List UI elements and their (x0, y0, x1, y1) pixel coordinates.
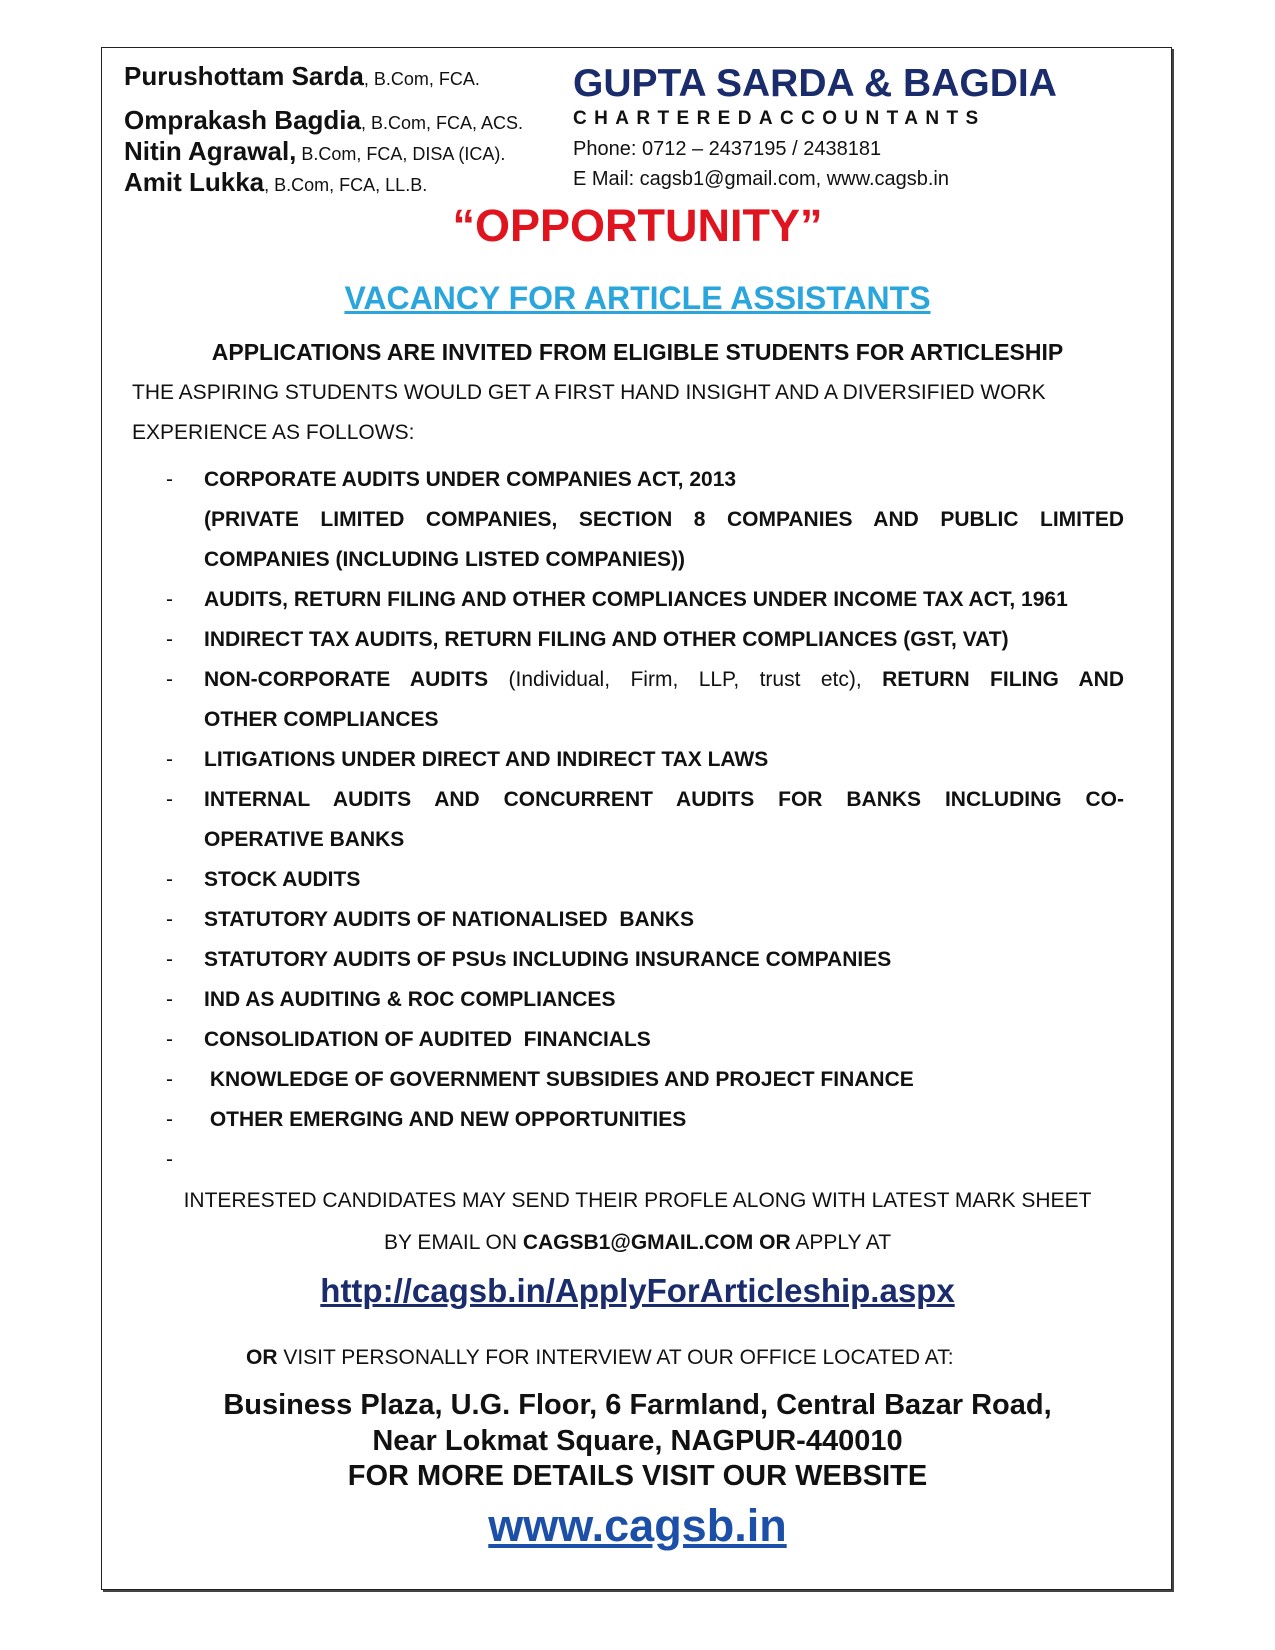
partner-1-name: Purushottam Sarda (124, 61, 364, 91)
bullet-dash: - (166, 628, 173, 651)
firm-subtitle: CHARTEREDACCOUNTANTS (573, 108, 986, 129)
bullet-dash: - (166, 788, 173, 811)
list-item-text: NON-CORPORATE AUDITS (204, 668, 489, 691)
bullet-dash: - (166, 1148, 173, 1171)
list-item-text: LITIGATIONS UNDER DIRECT AND INDIRECT TAX LAWS (204, 748, 769, 771)
apply-or: OR (753, 1231, 791, 1254)
firm-name: GUPTA SARDA & BAGDIA (573, 62, 1057, 105)
visit-text: VISIT PERSONALLY FOR INTERVIEW AT OUR OFFICE LOCATED AT: (277, 1346, 954, 1369)
apply-line-2-pre: BY EMAIL ON (383, 1231, 523, 1254)
visit-line (246, 1346, 954, 1370)
bullet-dash: - (166, 748, 173, 771)
bullet-dash: - (166, 1108, 173, 1131)
list-item (166, 860, 1124, 900)
list-item-text: IND AS AUDITING & ROC COMPLIANCES (204, 988, 616, 1011)
bullet-dash: - (166, 948, 173, 971)
list-item (166, 940, 1124, 980)
list-item (166, 460, 1124, 580)
address-line-1: Business Plaza, U.G. Floor, 6 Farmland, Central Bazar Road, (223, 1389, 1052, 1421)
partner-4-quals: , B.Com, FCA, LL.B. (264, 175, 428, 195)
partner-3 (124, 136, 505, 167)
list-item-text: STATUTORY AUDITS OF NATIONALISED BANKS (204, 908, 695, 931)
headline: “OPPORTUNITY” (452, 200, 823, 251)
list-item (166, 1060, 1124, 1100)
bullet-dash: - (166, 988, 173, 1011)
list-item (166, 980, 1124, 1020)
partner-2-quals: , B.Com, FCA, ACS. (360, 113, 524, 133)
list-item-text: INDIRECT TAX AUDITS, RETURN FILING AND OTHER COMPLIANCES (GST, VAT) (204, 628, 1009, 651)
partner-2 (124, 105, 523, 136)
partner-4-name: Amit Lukka (124, 167, 265, 197)
list-item (166, 740, 1124, 780)
intro-line-1: THE ASPIRING STUDENTS WOULD GET A FIRST HAND INSIGHT AND A DIVERSIFIED WORK (132, 381, 1046, 404)
bullet-dash: - (166, 868, 173, 891)
partner-1-quals: , B.Com, FCA. (363, 69, 480, 89)
list-item (166, 1020, 1124, 1060)
intro-line-2: EXPERIENCE AS FOLLOWS: (132, 421, 415, 444)
companies-note-1: (PRIVATE LIMITED COMPANIES, SECTION 8 COMPANIES AND PUBLIC LIMITED (204, 508, 1124, 531)
partner-4 (124, 167, 427, 198)
list-item-text-2: RETURN FILING AND (882, 668, 1124, 691)
apply-url-link[interactable]: http://cagsb.in/ApplyForArticleship.aspx (320, 1272, 955, 1309)
firm-email: E Mail: cagsb1@gmail.com, www.cagsb.in (573, 168, 949, 190)
bullet-dash: - (166, 1028, 173, 1051)
list-item (166, 620, 1124, 660)
invite-line: APPLICATIONS ARE INVITED FROM ELIGIBLE STUDENTS FOR ARTICLESHIP (211, 339, 1064, 365)
bullet-dash: - (166, 668, 173, 691)
vacancy-title: VACANCY FOR ARTICLE ASSISTANTS (344, 280, 931, 316)
list-item-text-2: OPERATIVE BANKS (204, 828, 405, 851)
apply-line-2 (0, 1231, 1275, 1255)
experience-list (166, 460, 1124, 1180)
list-item-line (204, 660, 1124, 700)
address-line-2: Near Lokmat Square, NAGPUR-440010 (372, 1425, 903, 1457)
bullet-dash: - (166, 1068, 173, 1091)
list-item (166, 900, 1124, 940)
partner-1 (124, 61, 480, 92)
firm-phone: Phone: 0712 – 2437195 / 2438181 (573, 138, 882, 160)
list-item-detail: (Individual, Firm, LLP, trust etc), (508, 668, 862, 691)
bullet-dash: - (166, 908, 173, 931)
list-item-text: STOCK AUDITS (204, 868, 361, 891)
list-item-text: CORPORATE AUDITS UNDER COMPANIES ACT, 2013 (204, 468, 737, 491)
partner-3-name: Nitin Agrawal, (124, 136, 297, 166)
partner-2-name: Omprakash Bagdia (124, 105, 361, 135)
list-item (166, 580, 1124, 620)
website-link[interactable]: www.cagsb.in (488, 1500, 787, 1551)
list-item-text: KNOWLEDGE OF GOVERNMENT SUBSIDIES AND PROJECT FINANCE (204, 1068, 914, 1091)
bullet-dash: - (166, 588, 173, 611)
list-item-text-3: OTHER COMPLIANCES (204, 708, 439, 731)
list-item-text: CONSOLIDATION OF AUDITED FINANCIALS (204, 1028, 651, 1051)
list-item-text: AUDITS, RETURN FILING AND OTHER COMPLIANCES UNDER INCOME TAX ACT, 1961 (204, 588, 1068, 611)
list-item-empty (166, 1140, 1124, 1180)
apply-line-2-post: APPLY AT (790, 1231, 892, 1254)
bullet-dash: - (166, 468, 173, 491)
visit-or: OR (246, 1346, 278, 1369)
list-item (166, 660, 1124, 740)
list-item-text: INTERNAL AUDITS AND CONCURRENT AUDITS FOR BANKS INCLUDING CO- (204, 788, 1124, 811)
apply-email[interactable]: CAGSB1@GMAIL.COM (522, 1231, 754, 1254)
list-item-text: OTHER EMERGING AND NEW OPPORTUNITIES (204, 1108, 687, 1131)
more-details: FOR MORE DETAILS VISIT OUR WEBSITE (347, 1460, 928, 1492)
list-item (166, 780, 1124, 860)
companies-note-2: COMPANIES (INCLUDING LISTED COMPANIES)) (204, 548, 686, 571)
partner-3-quals: B.Com, FCA, DISA (ICA). (296, 144, 506, 164)
apply-line-1: INTERESTED CANDIDATES MAY SEND THEIR PROFLE ALONG WITH LATEST MARK SHEET (183, 1189, 1092, 1212)
list-item (166, 1100, 1124, 1140)
list-item-text: STATUTORY AUDITS OF PSUs INCLUDING INSURANCE COMPANIES (204, 948, 892, 971)
